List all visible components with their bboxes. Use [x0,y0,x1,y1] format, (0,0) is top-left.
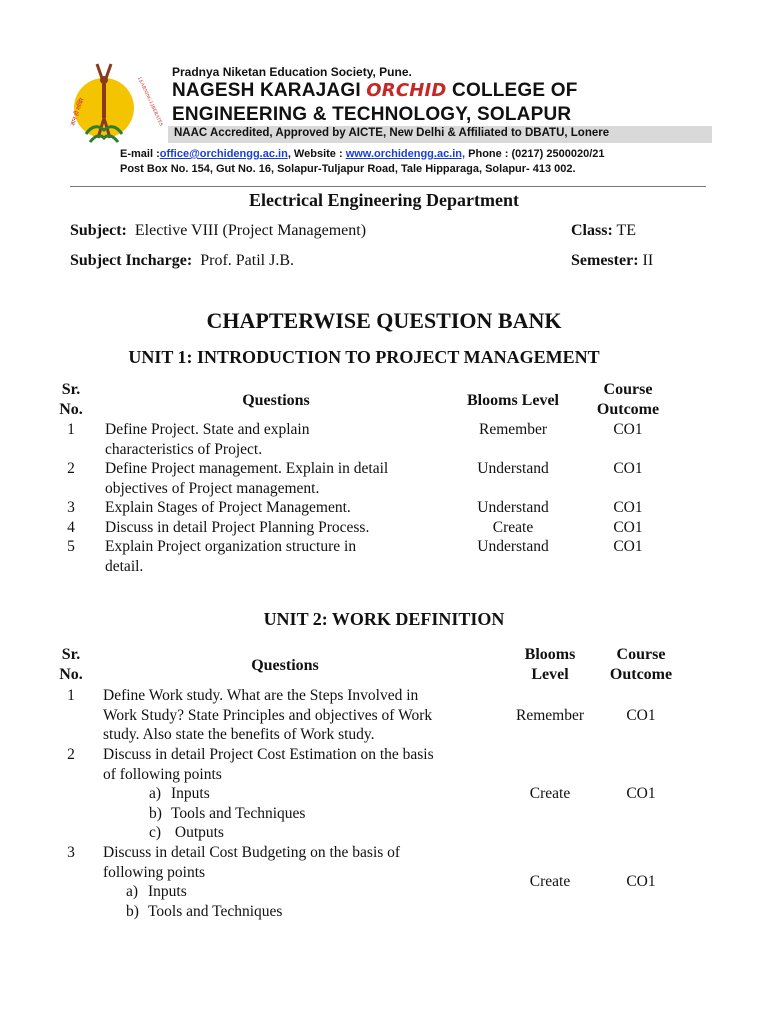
society-name: Pradnya Niketan Education Society, Pune. [172,65,412,79]
list-item: b) Tools and Techniques [149,804,306,822]
table-header [48,380,688,420]
class-field: Class: TE [571,222,637,239]
header-divider [70,186,706,187]
incharge-row [70,252,706,270]
subject-value: Elective VIII (Project Management) [134,222,367,239]
unit2-table [48,645,688,923]
accreditation-banner: NAAC Accredited, Approved by AICTE, New Delhi & Affiliated to DBATU, Lonere [168,126,712,143]
header-questions: Questions [251,657,319,674]
unit1-table [48,380,688,576]
list-item: b) Tools and Techniques [126,902,283,920]
incharge-label: Subject Incharge: [70,252,193,269]
table-row: 2 Discuss in detail Project Cost Estimation on the basis of following points a) Inputs b) Tools and Techniques c) Outputs Create CO1 [67,746,656,842]
email-link[interactable]: office@orchidengg.ac.in [159,148,288,160]
table-row: 3 Discuss in detail Cost Budgeting on the basis of following points a) Inputs b) Tools and Techniques Create CO1 [67,844,656,920]
college-name-line1: NAGESH KARAJAGI ORCHID COLLEGE OF [172,80,578,101]
table-row: 2 Define Project management. Explain in detail objectives of Project management. Understand CO1 [67,460,643,497]
website-link[interactable]: www.orchidengg.ac.in, [345,148,466,160]
header-sr: Sr. No. [59,381,83,418]
header-questions: Questions [242,392,310,409]
list-item: a) Inputs [149,785,210,803]
letterhead [64,56,714,186]
list-item: c) Outputs [149,824,224,842]
table-row: 1 Define Work study. What are the Steps Involved in Work Study? State Principles and objectives of Work study. Also state the benefits of Work study. Remember CO1 [67,687,656,744]
unit2-title: UNIT 2: WORK DEFINITION [263,609,505,629]
logo-motto-right: LEARNING LIBERATES [136,76,164,128]
header-blooms: Blooms Level [467,392,559,409]
header-blooms: Blooms Level [524,646,576,683]
contact-line: E-mail :office@orchidengg.ac.in, Website : www.orchidengg.ac.in, Phone : (0217) 2500020/21 [120,148,605,160]
incharge-value: Prof. Patil J.B. [200,252,295,269]
semester-field: Semester: II [571,252,654,269]
sub-points-list [103,882,503,921]
header-sr: Sr. No. [59,646,83,683]
table-row: 4 Discuss in detail Project Planning Process. Create CO1 [67,518,643,536]
page-title: CHAPTERWISE QUESTION BANK [206,308,562,333]
college-logo [64,56,164,148]
college-name-line2: ENGINEERING & TECHNOLOGY, SOLAPUR [172,104,572,125]
sub-points-list [103,784,503,843]
unit1-title: UNIT 1: INTRODUCTION TO PROJECT MANAGEMENT [128,347,600,367]
address-line: Post Box No. 154, Gut No. 16, Solapur-Tuljapur Road, Tale Hipparaga, Solapur- 413 002. [120,163,576,175]
table-row: 1 Define Project. State and explain characteristics of Project. Remember CO1 [67,421,643,458]
table-row: 5 Explain Project organization structure in detail. Understand CO1 [67,538,643,575]
subject-row [70,222,706,240]
subject-label: Subject: [70,222,127,239]
header-outcome: Course Outcome [609,646,673,683]
list-item: a) Inputs [126,883,187,901]
table-row: 3 Explain Stages of Project Management. Understand CO1 [67,499,643,516]
table-header [48,645,688,686]
header-outcome: Course Outcome [596,381,660,418]
logo-motto-left: ज्ञान ही शक्ति [70,97,86,127]
department-title: Electrical Engineering Department [249,190,519,210]
